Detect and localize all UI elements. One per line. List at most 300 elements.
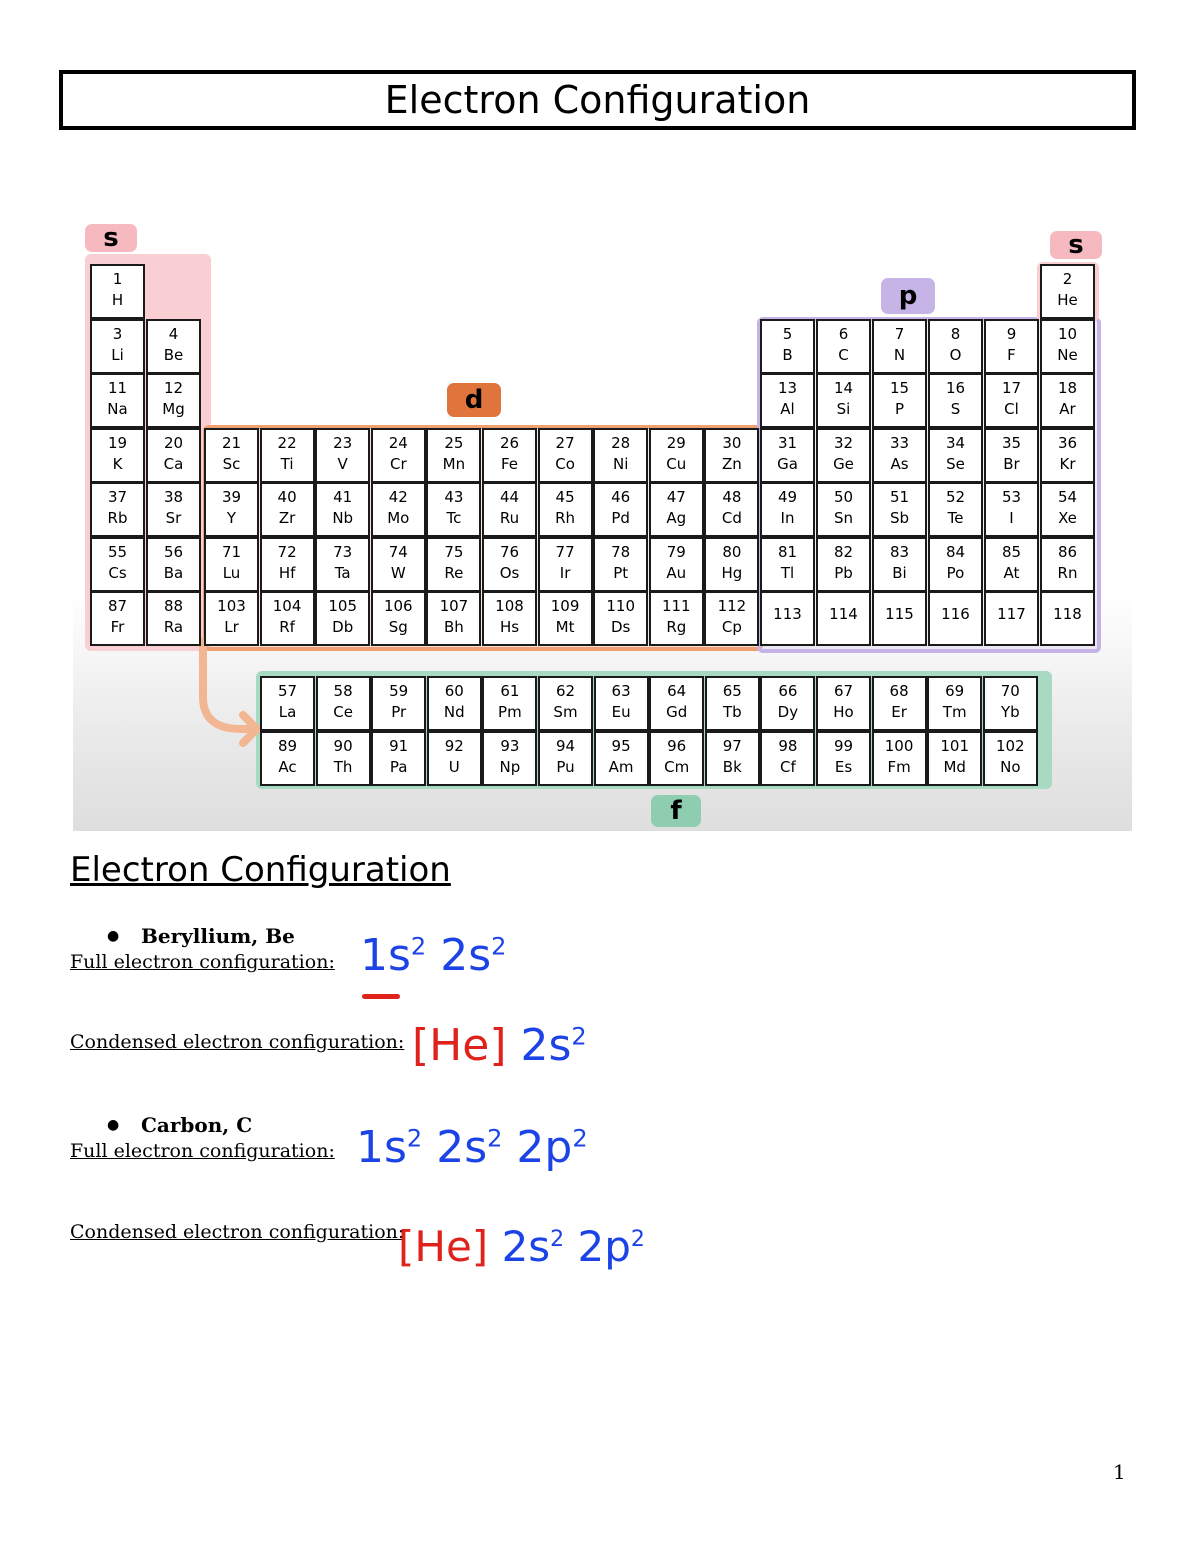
atomic-number: 21 xyxy=(221,433,242,452)
element-symbol: Np xyxy=(499,758,521,776)
element-symbol: Dy xyxy=(777,703,799,721)
atomic-number: 75 xyxy=(444,542,464,561)
element-symbol: Pu xyxy=(556,758,575,776)
element-symbol: Sb xyxy=(889,509,910,527)
element-cell xyxy=(928,591,983,646)
element-cell xyxy=(705,731,760,786)
element-symbol: Rn xyxy=(1057,563,1078,582)
full-config-answer-beryllium: $1s^2$ $2s^2$ xyxy=(360,930,507,981)
element-symbol: Mo xyxy=(387,509,410,527)
element-symbol: Tb xyxy=(722,703,742,721)
element-cell xyxy=(649,482,704,537)
element-symbol: Hs xyxy=(499,618,520,636)
element-cell xyxy=(90,264,145,319)
condensed-config-answer-carbon: [He] $2s^2$ $2p^2$ xyxy=(398,1222,645,1271)
element-symbol: Ga xyxy=(777,454,798,473)
atomic-number: 95 xyxy=(611,737,631,755)
element-cell xyxy=(816,373,871,428)
element-cell xyxy=(928,319,983,374)
element-symbol: Eu xyxy=(611,703,631,721)
element-symbol: Pa xyxy=(389,758,408,776)
atomic-number: 72 xyxy=(277,542,297,561)
atomic-number: 67 xyxy=(833,682,854,700)
atomic-number: 85 xyxy=(1001,542,1022,561)
atomic-number: 80 xyxy=(722,542,742,561)
atomic-number: 107 xyxy=(439,597,469,615)
element-cell xyxy=(816,676,871,731)
element-cell xyxy=(538,676,593,731)
section-heading: Electron Configuration xyxy=(70,850,451,890)
element-symbol: Rb xyxy=(107,509,128,527)
atomic-number: 114 xyxy=(829,605,858,623)
element-symbol: Y xyxy=(226,509,237,527)
element-cell xyxy=(371,731,426,786)
atomic-number: 78 xyxy=(611,542,631,561)
element-cell xyxy=(928,482,983,537)
element-cell xyxy=(90,373,145,428)
atomic-number: 43 xyxy=(444,488,464,506)
atomic-number: 46 xyxy=(611,488,631,506)
atomic-number: 101 xyxy=(940,737,969,755)
element-symbol: Db xyxy=(332,618,354,636)
element-symbol: Th xyxy=(333,758,353,776)
element-cell xyxy=(984,428,1039,483)
element-symbol: Al xyxy=(780,400,795,418)
atomic-number: 96 xyxy=(667,737,687,755)
atomic-number: 108 xyxy=(495,597,524,615)
atomic-number: 83 xyxy=(889,542,910,561)
element-symbol: Mn xyxy=(442,454,466,473)
element-cell xyxy=(760,482,815,537)
element-cell xyxy=(260,676,315,731)
element-cell xyxy=(371,482,426,537)
element-symbol: Sc xyxy=(222,454,241,473)
atomic-number: 15 xyxy=(889,379,910,397)
element-symbol: Yb xyxy=(1000,703,1020,721)
atomic-number: 89 xyxy=(277,737,298,755)
element-symbol: N xyxy=(893,345,906,364)
element-cell xyxy=(427,731,482,786)
atomic-number: 117 xyxy=(997,605,1026,623)
condensed-config-label-beryllium: Condensed electron configuration: xyxy=(70,1031,405,1053)
element-symbol: Pt xyxy=(613,563,629,582)
element-cell xyxy=(816,731,871,786)
element-symbol: Lu xyxy=(222,563,241,582)
atomic-number: 59 xyxy=(389,682,409,700)
element-symbol: Kr xyxy=(1059,454,1076,473)
element-symbol: Ho xyxy=(833,703,854,721)
element-cell xyxy=(872,319,927,374)
atomic-number: 113 xyxy=(773,605,802,623)
underline-mark-1s xyxy=(362,994,400,999)
element-symbol: Ac xyxy=(278,758,297,776)
atomic-number: 48 xyxy=(722,488,742,506)
element-cell xyxy=(315,537,370,592)
p-block-tag: p xyxy=(881,278,935,314)
element-symbol: Tc xyxy=(446,509,462,527)
element-symbol: Cs xyxy=(108,563,127,582)
atomic-number: 33 xyxy=(889,433,910,452)
element-symbol: Am xyxy=(608,758,634,776)
atomic-number: 111 xyxy=(661,597,691,615)
element-cell xyxy=(928,428,983,483)
element-symbol: Zn xyxy=(721,454,742,473)
element-symbol: Ra xyxy=(163,618,184,636)
atomic-number: 110 xyxy=(606,597,635,615)
full-config-answer-carbon: $1s^2$ $2s^2$ $2p^2$ xyxy=(356,1122,588,1173)
atomic-number: 69 xyxy=(945,682,965,700)
element-symbol: Ru xyxy=(499,509,520,527)
element-cell xyxy=(538,482,593,537)
atomic-number: 35 xyxy=(1001,433,1022,452)
element-cell xyxy=(90,319,145,374)
element-symbol: Sr xyxy=(165,509,182,527)
atomic-number: 34 xyxy=(945,433,966,452)
atomic-number: 51 xyxy=(889,488,910,506)
element-symbol: Xe xyxy=(1058,509,1077,527)
atomic-number: 36 xyxy=(1057,433,1078,452)
element-symbol: B xyxy=(782,345,793,364)
atomic-number: 49 xyxy=(777,488,798,506)
page-number: 1 xyxy=(1113,1460,1126,1484)
atomic-number: 24 xyxy=(388,433,408,452)
element-cell xyxy=(482,731,537,786)
atomic-number: 62 xyxy=(555,682,576,700)
atomic-number: 10 xyxy=(1057,324,1078,343)
element-cell xyxy=(984,319,1039,374)
element-symbol: No xyxy=(1000,758,1021,776)
atomic-number: 20 xyxy=(163,433,184,452)
s-block-tag-right: s xyxy=(1050,231,1102,259)
element-cell xyxy=(204,482,259,537)
element-symbol: At xyxy=(1003,563,1020,582)
element-cell xyxy=(984,373,1039,428)
element-cell xyxy=(704,591,759,646)
atomic-number: 52 xyxy=(945,488,966,506)
atomic-number: 74 xyxy=(388,542,408,561)
element-symbol: Sn xyxy=(833,509,854,527)
atomic-number: 87 xyxy=(107,597,128,615)
element-cell xyxy=(984,591,1039,646)
atomic-number: 11 xyxy=(107,379,128,397)
atomic-number: 31 xyxy=(777,433,798,452)
atomic-number: 82 xyxy=(833,542,854,561)
element-cell xyxy=(928,373,983,428)
atomic-number: 42 xyxy=(388,488,408,506)
atomic-number: 94 xyxy=(555,737,576,755)
element-symbol: Ce xyxy=(333,703,353,721)
element-cell xyxy=(482,428,537,483)
arrow-to-f-block-icon xyxy=(191,637,271,747)
element-cell xyxy=(315,482,370,537)
element-symbol: W xyxy=(390,563,406,582)
element-symbol: Ca xyxy=(163,454,184,473)
element-cell xyxy=(90,428,145,483)
element-cell xyxy=(760,676,815,731)
atomic-number: 100 xyxy=(884,737,914,755)
atomic-number: 105 xyxy=(328,597,357,615)
atomic-number: 13 xyxy=(777,379,798,397)
element-cell xyxy=(816,482,871,537)
atomic-number: 1 xyxy=(112,270,123,288)
element-symbol: Pb xyxy=(834,563,853,582)
element-cell xyxy=(426,537,481,592)
atomic-number: 66 xyxy=(778,682,798,700)
atomic-number: 38 xyxy=(163,488,184,506)
atomic-number: 91 xyxy=(389,737,409,755)
atomic-number: 22 xyxy=(277,433,297,452)
element-symbol: Ag xyxy=(666,509,687,527)
element-symbol: Ge xyxy=(833,454,854,473)
element-symbol: Ba xyxy=(163,563,184,582)
element-symbol: Hf xyxy=(278,563,296,582)
element-symbol: V xyxy=(337,454,348,473)
atomic-number: 90 xyxy=(333,737,353,755)
atomic-number: 71 xyxy=(221,542,242,561)
element-symbol: O xyxy=(949,345,962,364)
element-cell xyxy=(146,482,201,537)
element-cell xyxy=(927,731,982,786)
atomic-number: 118 xyxy=(1053,605,1082,623)
atomic-number: 98 xyxy=(778,737,798,755)
element-symbol: Cf xyxy=(780,758,796,776)
element-cell xyxy=(371,537,426,592)
atomic-number: 45 xyxy=(555,488,575,506)
element-symbol: S xyxy=(950,400,961,418)
element-symbol: Bi xyxy=(892,563,907,582)
element-symbol: As xyxy=(890,454,909,473)
element-cell xyxy=(90,482,145,537)
element-cell xyxy=(872,482,927,537)
element-cell xyxy=(90,537,145,592)
atomic-number: 76 xyxy=(499,542,520,561)
element-cell xyxy=(427,676,482,731)
element-symbol: Na xyxy=(107,400,128,418)
element-symbol: Cu xyxy=(666,454,687,473)
element-cell xyxy=(482,591,537,646)
full-config-label-carbon: Full electron configuration: xyxy=(70,1140,335,1162)
element-symbol: Nb xyxy=(332,509,354,527)
element-cell xyxy=(538,537,593,592)
element-symbol: Nd xyxy=(443,703,465,721)
example-element-beryllium: ● Beryllium, Be xyxy=(107,924,295,948)
element-cell xyxy=(816,428,871,483)
element-symbol: Ds xyxy=(611,618,631,636)
atomic-number: 93 xyxy=(500,737,520,755)
atomic-number: 109 xyxy=(550,597,580,615)
element-cell xyxy=(260,482,315,537)
atomic-number: 70 xyxy=(1000,682,1020,700)
atomic-number: 39 xyxy=(221,488,242,506)
element-cell xyxy=(760,428,815,483)
atomic-number: 16 xyxy=(945,379,966,397)
element-cell xyxy=(260,731,315,786)
element-cell xyxy=(538,428,593,483)
atomic-number: 97 xyxy=(722,737,742,755)
element-cell xyxy=(704,428,759,483)
element-cell xyxy=(760,591,815,646)
element-cell xyxy=(816,537,871,592)
atomic-number: 4 xyxy=(168,324,179,343)
element-symbol: U xyxy=(448,758,460,776)
periodic-table-figure xyxy=(73,207,1132,831)
atomic-number: 63 xyxy=(611,682,631,700)
element-symbol: H xyxy=(111,291,124,309)
atomic-number: 81 xyxy=(777,542,798,561)
element-cell xyxy=(649,591,704,646)
f-block-tag: f xyxy=(651,795,701,827)
element-cell xyxy=(1040,264,1095,319)
element-symbol: Ar xyxy=(1059,400,1076,418)
element-cell xyxy=(316,731,371,786)
element-cell xyxy=(426,591,481,646)
atomic-number: 17 xyxy=(1001,379,1022,397)
element-symbol: Hg xyxy=(721,563,743,582)
example-element-carbon: ● Carbon, C xyxy=(107,1113,252,1137)
element-symbol: Cp xyxy=(721,618,742,636)
atomic-number: 18 xyxy=(1057,379,1078,397)
element-cell xyxy=(649,676,704,731)
element-cell xyxy=(760,731,815,786)
element-cell xyxy=(594,676,649,731)
element-cell xyxy=(593,591,648,646)
atomic-number: 58 xyxy=(333,682,353,700)
element-symbol: K xyxy=(112,454,123,473)
title-box xyxy=(59,70,1136,130)
atomic-number: 55 xyxy=(107,542,128,561)
atomic-number: 53 xyxy=(1001,488,1022,506)
element-symbol: Pr xyxy=(391,703,407,721)
element-cell xyxy=(816,319,871,374)
element-cell xyxy=(260,428,315,483)
element-cell xyxy=(872,676,927,731)
element-symbol: Tl xyxy=(780,563,795,582)
element-cell xyxy=(983,731,1038,786)
element-cell xyxy=(316,676,371,731)
atomic-number: 116 xyxy=(941,605,970,623)
atomic-number: 102 xyxy=(995,737,1025,755)
atomic-number: 115 xyxy=(885,605,914,623)
atomic-number: 3 xyxy=(112,324,123,343)
element-symbol: Zr xyxy=(278,509,296,527)
element-cell xyxy=(1040,591,1095,646)
element-cell xyxy=(482,676,537,731)
atomic-number: 47 xyxy=(666,488,686,506)
element-cell xyxy=(649,537,704,592)
atomic-number: 56 xyxy=(163,542,184,561)
element-symbol: Rg xyxy=(666,618,687,636)
element-symbol: Es xyxy=(834,758,853,776)
element-cell xyxy=(204,591,259,646)
element-symbol: Fe xyxy=(500,454,519,473)
element-cell xyxy=(593,428,648,483)
element-cell xyxy=(260,537,315,592)
element-cell xyxy=(315,591,370,646)
element-cell xyxy=(260,591,315,646)
element-cell xyxy=(928,537,983,592)
element-symbol: Er xyxy=(891,703,907,721)
atomic-number: 112 xyxy=(717,597,747,615)
element-symbol: Li xyxy=(111,345,124,364)
element-cell xyxy=(146,319,201,374)
full-config-label-beryllium: Full electron configuration: xyxy=(70,951,335,973)
element-symbol: Be xyxy=(163,345,184,364)
element-cell xyxy=(1040,482,1095,537)
element-cell xyxy=(204,428,259,483)
atomic-number: 65 xyxy=(722,682,742,700)
element-symbol: Os xyxy=(499,563,520,582)
element-symbol: Ne xyxy=(1057,345,1078,364)
element-cell xyxy=(872,731,927,786)
element-symbol: Cm xyxy=(664,758,690,776)
atomic-number: 32 xyxy=(833,433,854,452)
element-cell xyxy=(984,537,1039,592)
element-symbol: Ti xyxy=(280,454,294,473)
element-symbol: Ni xyxy=(612,454,629,473)
element-symbol: Sm xyxy=(553,703,578,721)
element-symbol: Cl xyxy=(1004,400,1019,418)
atomic-number: 9 xyxy=(1006,324,1017,343)
element-symbol: Re xyxy=(444,563,464,582)
atomic-number: 19 xyxy=(107,433,128,452)
element-cell xyxy=(649,428,704,483)
atomic-number: 103 xyxy=(217,597,246,615)
element-cell xyxy=(146,591,201,646)
element-cell xyxy=(482,482,537,537)
atomic-number: 14 xyxy=(833,379,854,397)
atomic-number: 73 xyxy=(333,542,353,561)
element-symbol: Ir xyxy=(559,563,571,582)
element-cell xyxy=(1040,428,1095,483)
element-cell xyxy=(593,537,648,592)
element-symbol: Fr xyxy=(110,618,125,636)
element-symbol: Te xyxy=(947,509,964,527)
element-symbol: Mt xyxy=(555,618,575,636)
element-symbol: Cd xyxy=(721,509,742,527)
atomic-number: 54 xyxy=(1057,488,1078,506)
atomic-number: 68 xyxy=(889,682,909,700)
element-symbol: Pd xyxy=(611,509,630,527)
atomic-number: 5 xyxy=(782,324,793,343)
element-symbol: Rh xyxy=(555,509,576,527)
element-symbol: Fm xyxy=(887,758,911,776)
atomic-number: 41 xyxy=(333,488,353,506)
atomic-number: 92 xyxy=(444,737,464,755)
element-cell xyxy=(983,676,1038,731)
element-symbol: Br xyxy=(1003,454,1020,473)
element-cell xyxy=(538,591,593,646)
element-cell xyxy=(927,676,982,731)
atomic-number: 37 xyxy=(107,488,128,506)
element-symbol: Si xyxy=(836,400,851,418)
atomic-number: 44 xyxy=(499,488,520,506)
element-symbol: In xyxy=(780,509,795,527)
atomic-number: 12 xyxy=(163,379,184,397)
atomic-number: 77 xyxy=(555,542,575,561)
element-cell xyxy=(593,482,648,537)
element-cell xyxy=(872,591,927,646)
s-block-tag-left: s xyxy=(85,224,137,252)
element-cell xyxy=(1040,373,1095,428)
atomic-number: 104 xyxy=(272,597,302,615)
element-symbol: Bh xyxy=(443,618,464,636)
atomic-number: 99 xyxy=(833,737,854,755)
element-symbol: Lr xyxy=(224,618,239,636)
atomic-number: 28 xyxy=(611,433,631,452)
element-cell xyxy=(704,482,759,537)
element-symbol: Se xyxy=(946,454,965,473)
element-symbol: Sg xyxy=(388,618,408,636)
